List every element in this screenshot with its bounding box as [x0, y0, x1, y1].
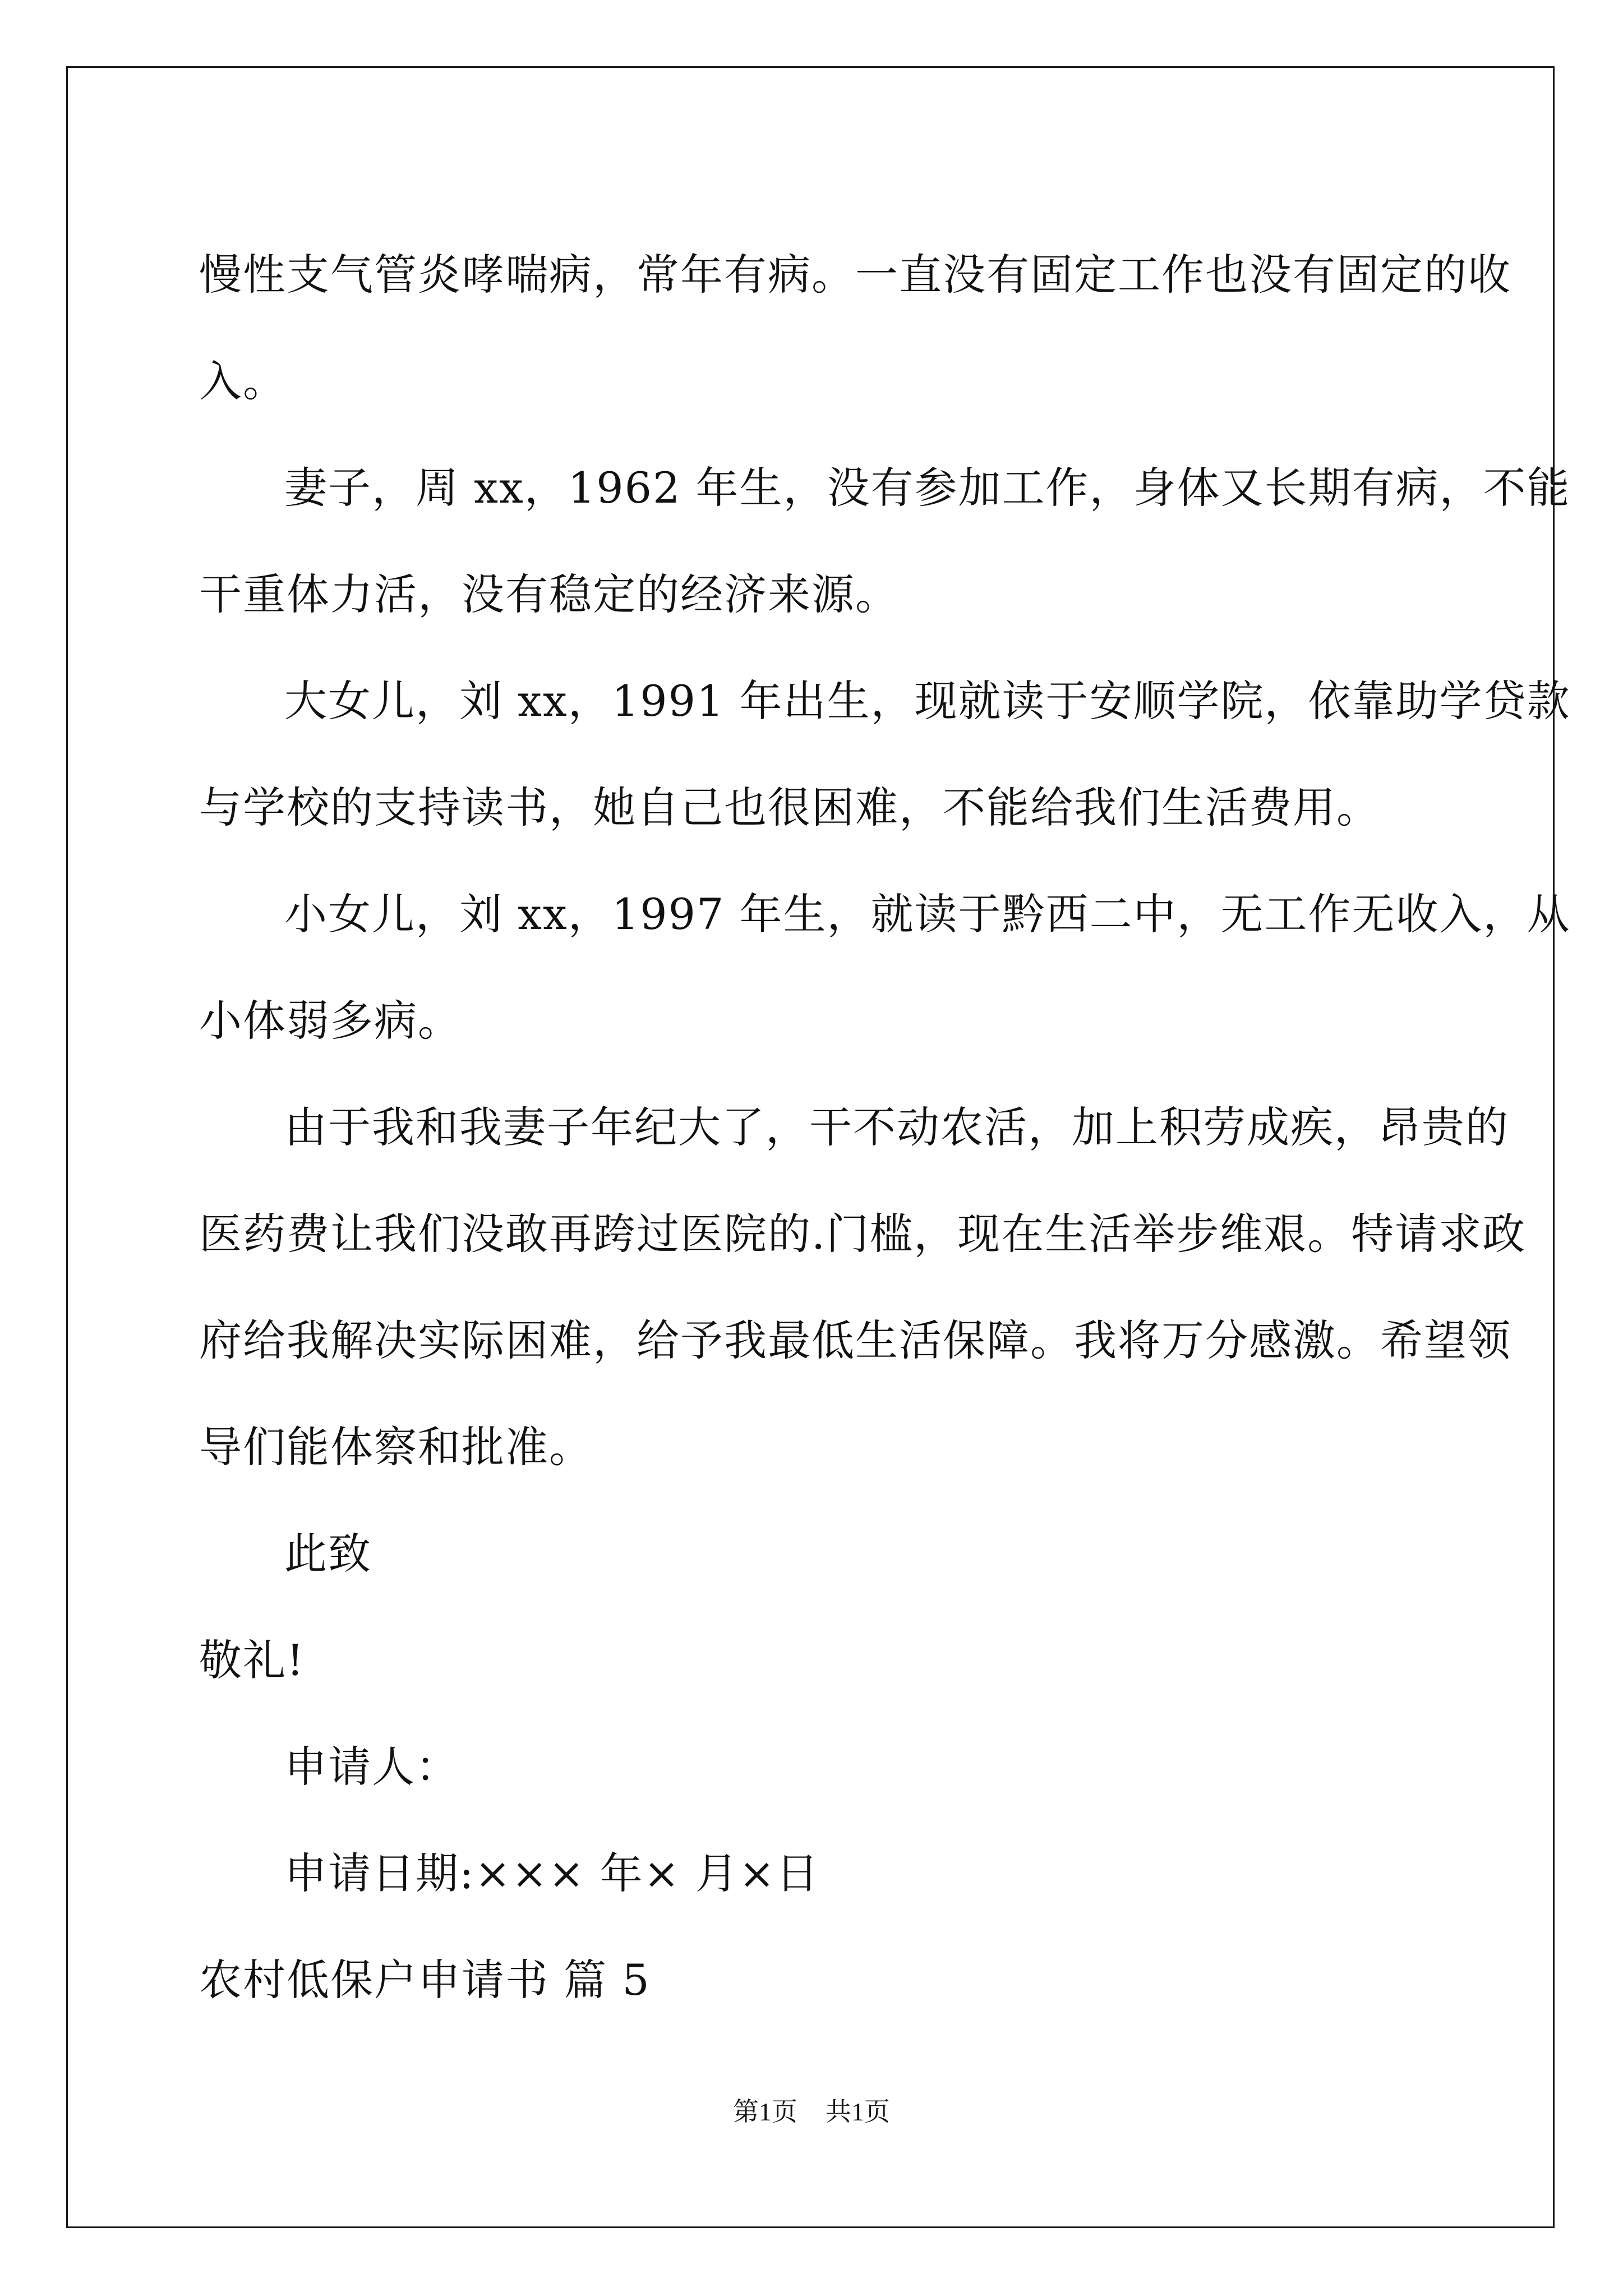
page-number: 第1页 [733, 2097, 797, 2126]
application-date: 申请日期:××× 年× 月×日 [284, 1848, 820, 1898]
section-heading: 农村低保户申请书 篇 5 [199, 1955, 651, 2005]
text-line: 小体弱多病。 [199, 996, 462, 1046]
text-line: 与学校的支持读书，她自己也很困难，不能给我们生活费用。 [199, 783, 1380, 832]
page-footer [0, 2095, 1623, 2129]
text-line: 大女儿，刘 xx，1991 年出生，现就读于安顺学院，依靠助学贷款 [284, 676, 1571, 726]
applicant-label: 申请人： [284, 1742, 459, 1792]
text-line: 导们能体察和批准。 [199, 1422, 593, 1472]
text-line: 干重体力活，没有稳定的经济来源。 [199, 569, 899, 619]
text-line: 由于我和我妻子年纪大了，干不动农活，加上积劳成疾，昂贵的 [284, 1102, 1509, 1152]
page-total: 共1页 [826, 2097, 890, 2126]
text-line: 慢性支气管炎哮喘病，常年有病。一直没有固定工作也没有固定的收 [199, 250, 1511, 300]
text-line: 小女儿，刘 xx，1997 年生，就读于黔西二中，无工作无收入，从 [284, 889, 1571, 939]
text-line: 府给我解决实际困难，给予我最低生活保障。我将万分感激。希望领 [199, 1315, 1511, 1365]
closing-regards: 敬礼! [199, 1635, 305, 1685]
text-line: 入。 [199, 356, 287, 406]
document-body [199, 222, 1571, 2033]
text-line: 医药费让我们没敢再跨过医院的.门槛，现在生活举步维艰。特请求政 [199, 1209, 1527, 1259]
text-line: 妻子，周 xx，1962 年生，没有参加工作，身体又长期有病，不能 [284, 463, 1571, 513]
closing-salutation: 此致 [284, 1529, 372, 1579]
